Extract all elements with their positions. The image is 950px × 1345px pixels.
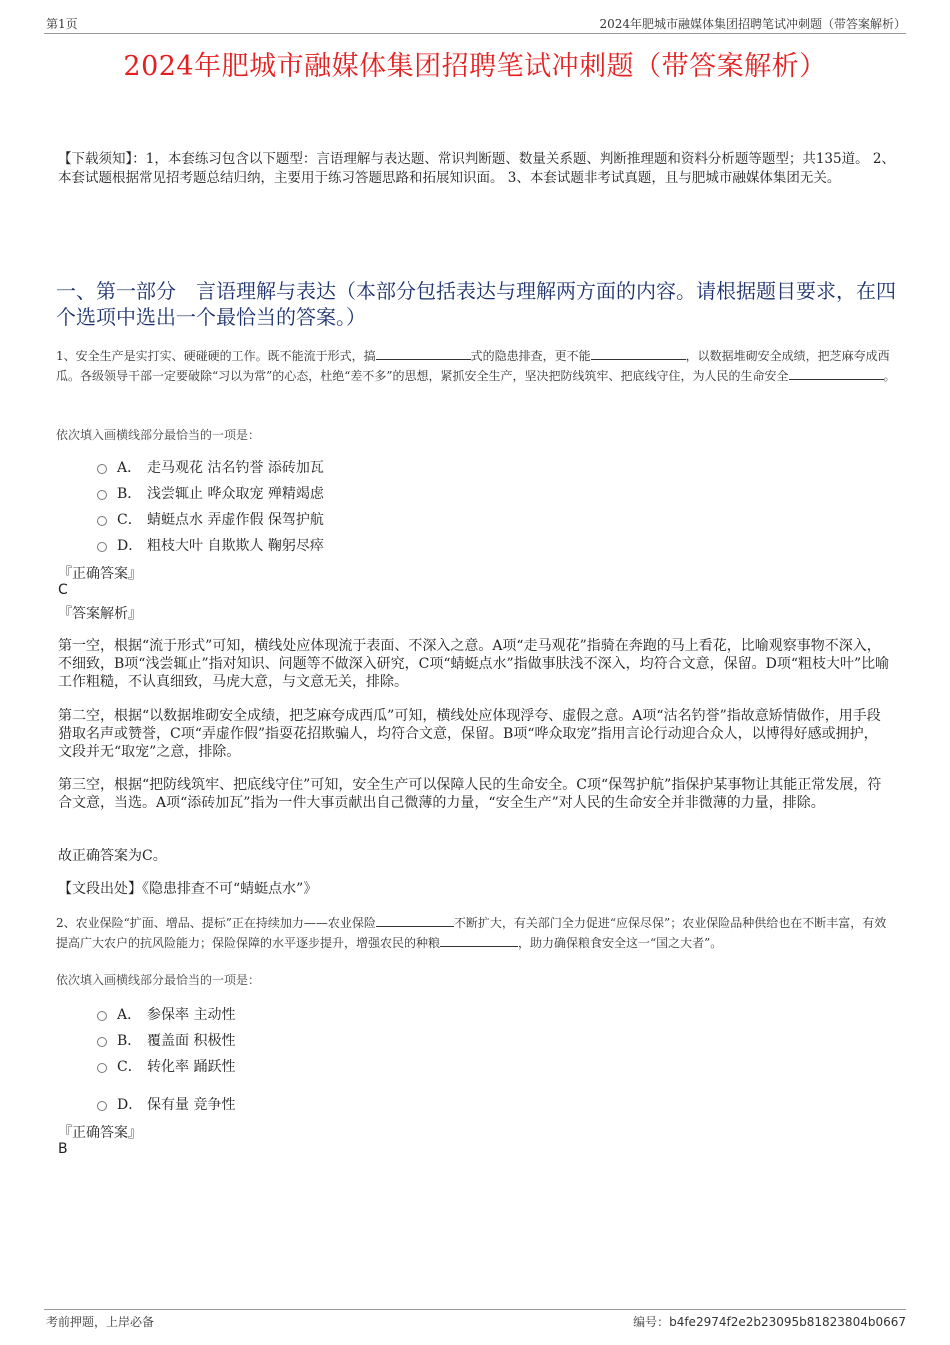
option-letter: A．: [117, 1007, 142, 1023]
option-text: 参保率 主动性: [147, 1007, 236, 1023]
q1-analysis-label: 『答案解析』: [58, 606, 142, 622]
q2-option-b[interactable]: [97, 1030, 235, 1050]
q1-analysis-para-3: 第三空，根据“把防线筑牢、把底线守住”可知，安全生产可以保障人民的生命安全。C项“保驾护航”指保护某事物让其能正常发展，符合文意，当选。A项“添砖加瓦”指为一件大事贡献出自己微薄的力量，“安全生产”对人民的生命安全并非微薄的力量，排除。: [58, 777, 882, 811]
q1-prompt: 依次填入画横线部分最恰当的一项是：: [56, 428, 261, 442]
q1-text-3: ，以数据堆砌安全成绩，把芝麻夸成西瓜。各级领导干部一定要破除“习以为常”的心态，杜绝“差不多”的思想，紧抓安全生产，坚决把防线筑牢、把底线守住，为人民的生命安全: [56, 349, 890, 383]
q1-analysis-para-1: 第一空，根据“流于形式”可知，横线处应体现流于表面、不深入之意。A项“走马观花”指骑在奔跑的马上看花，比喻观察事物不深入，不细致，B项“浅尝辄止”指对知识、问题等不做深入研究，C项“蜻蜓点水”指做事肤浅不深入，均符合文意，保留。D项“粗枝大叶”比喻工作粗糙，不认真细致，马虎大意，与文意无关，排除。: [58, 638, 890, 690]
page-number: 第1页: [46, 17, 78, 31]
option-text: 保有量 竞争性: [147, 1097, 236, 1113]
radio-icon[interactable]: [97, 464, 107, 474]
option-text: 浅尝辄止 哗众取宠 殚精竭虑: [147, 486, 324, 502]
option-text: 覆盖面 积极性: [147, 1033, 236, 1049]
q1-text-2: 式的隐患排查，更不能: [470, 349, 591, 363]
footer-slogan: 考前押题，上岸必备: [46, 1315, 155, 1329]
q2-option-a[interactable]: [97, 1004, 235, 1024]
download-notice: 【下载须知】：1，本套练习包含以下题型：言语理解与表达题、常识判断题、数量关系题、判断推理题和资料分析题等题型；共135道。 2、本套试题根据常见招考题总结归纳，主要用于练习答题思路和拓展知识面。 3、本套试题非考试真题，且与肥城市融媒体集团无关。: [58, 151, 895, 186]
q1-blank-3: [789, 367, 884, 380]
q2-blank-1: [376, 914, 454, 927]
q1-text-4: 。: [883, 369, 896, 383]
radio-icon[interactable]: [97, 1101, 107, 1111]
q1-source: 【文段出处】《隐患排查不可“蜻蜓点水”》: [58, 881, 318, 897]
option-letter: D．: [117, 1097, 143, 1113]
q1-option-c[interactable]: [97, 509, 324, 529]
header-divider: [44, 33, 906, 34]
footer-code-value: b4fe2974f2e2b23095b81823804b0667: [669, 1315, 906, 1329]
question-2-stem: [56, 913, 898, 953]
q1-answer: C: [58, 582, 68, 598]
option-letter: C．: [117, 512, 142, 528]
document-title: 2024年肥城市融媒体集团招聘笔试冲刺题（带答案解析）: [123, 51, 827, 82]
q1-option-d[interactable]: [97, 535, 324, 555]
footer-code-label: 编号：: [633, 1315, 670, 1329]
option-text: 粗枝大叶 自欺欺人 鞠躬尽瘁: [147, 538, 324, 554]
q1-answer-label: 『正确答案』: [58, 566, 142, 582]
q2-option-d[interactable]: [97, 1094, 235, 1114]
radio-icon[interactable]: [97, 1011, 107, 1021]
section-heading: 一、第一部分 言语理解与表达（本部分包括表达与理解两方面的内容。请根据题目要求，在四个选项中选出一个最恰当的答案。）: [56, 279, 896, 329]
option-text: 走马观花 沽名钓誉 添砖加瓦: [147, 460, 324, 476]
q2-answer: B: [58, 1141, 68, 1157]
option-text: 转化率 踊跃性: [147, 1059, 236, 1075]
radio-icon[interactable]: [97, 490, 107, 500]
q2-text-2: 不断扩大，有关部门全力促进“应保尽保”；农业保险品种供给也在不断丰富，有效提高广大农户的抗风险能力；保险保障的水平逐步提升，增强农民的种粮: [56, 916, 887, 950]
q1-analysis-para-2: 第二空，根据“以数据堆砌安全成绩，把芝麻夸成西瓜”可知，横线处应体现浮夸、虚假之意。A项“沽名钓誉”指故意矫情做作，用手段猎取名声或赞誉，C项“弄虚作假”指耍花招欺骗人，均符合文意，保留。B项“哗众取宠”指用言论行动迎合众人，以博得好感或拥护，文段并无“取宠”之意，排除。: [58, 708, 881, 760]
option-letter: B．: [117, 1033, 142, 1049]
q1-blank-1: [376, 347, 471, 360]
radio-icon[interactable]: [97, 542, 107, 552]
radio-icon[interactable]: [97, 516, 107, 526]
q2-blank-2: [440, 934, 518, 947]
running-header-title: 2024年肥城市融媒体集团招聘笔试冲刺题（带答案解析）: [599, 17, 906, 31]
option-text: 蜻蜓点水 弄虚作假 保驾护航: [147, 512, 324, 528]
option-letter: C．: [117, 1059, 142, 1075]
q2-prompt: 依次填入画横线部分最恰当的一项是：: [56, 973, 261, 987]
q2-option-c[interactable]: [97, 1056, 235, 1076]
radio-icon[interactable]: [97, 1063, 107, 1073]
q1-option-a[interactable]: [97, 457, 324, 477]
q2-text-3: ，助力确保粮食安全这一“国之大者”。: [518, 936, 723, 950]
q1-text-1: 1、安全生产是实打实、硬碰硬的工作。既不能流于形式，搞: [56, 349, 376, 363]
q2-answer-label: 『正确答案』: [58, 1125, 142, 1141]
q1-analysis-conclusion: 故正确答案为C。: [58, 848, 167, 864]
radio-icon[interactable]: [97, 1037, 107, 1047]
q1-blank-2: [591, 347, 686, 360]
q1-option-b[interactable]: [97, 483, 324, 503]
option-letter: A．: [117, 460, 142, 476]
option-letter: B．: [117, 486, 142, 502]
q2-text-1: 2、农业保险“扩面、增品、提标”正在持续加力——农业保险: [56, 916, 376, 930]
option-letter: D．: [117, 538, 143, 554]
footer-divider: [44, 1309, 906, 1310]
question-1-stem: [56, 346, 898, 386]
footer-code: [633, 1313, 906, 1330]
